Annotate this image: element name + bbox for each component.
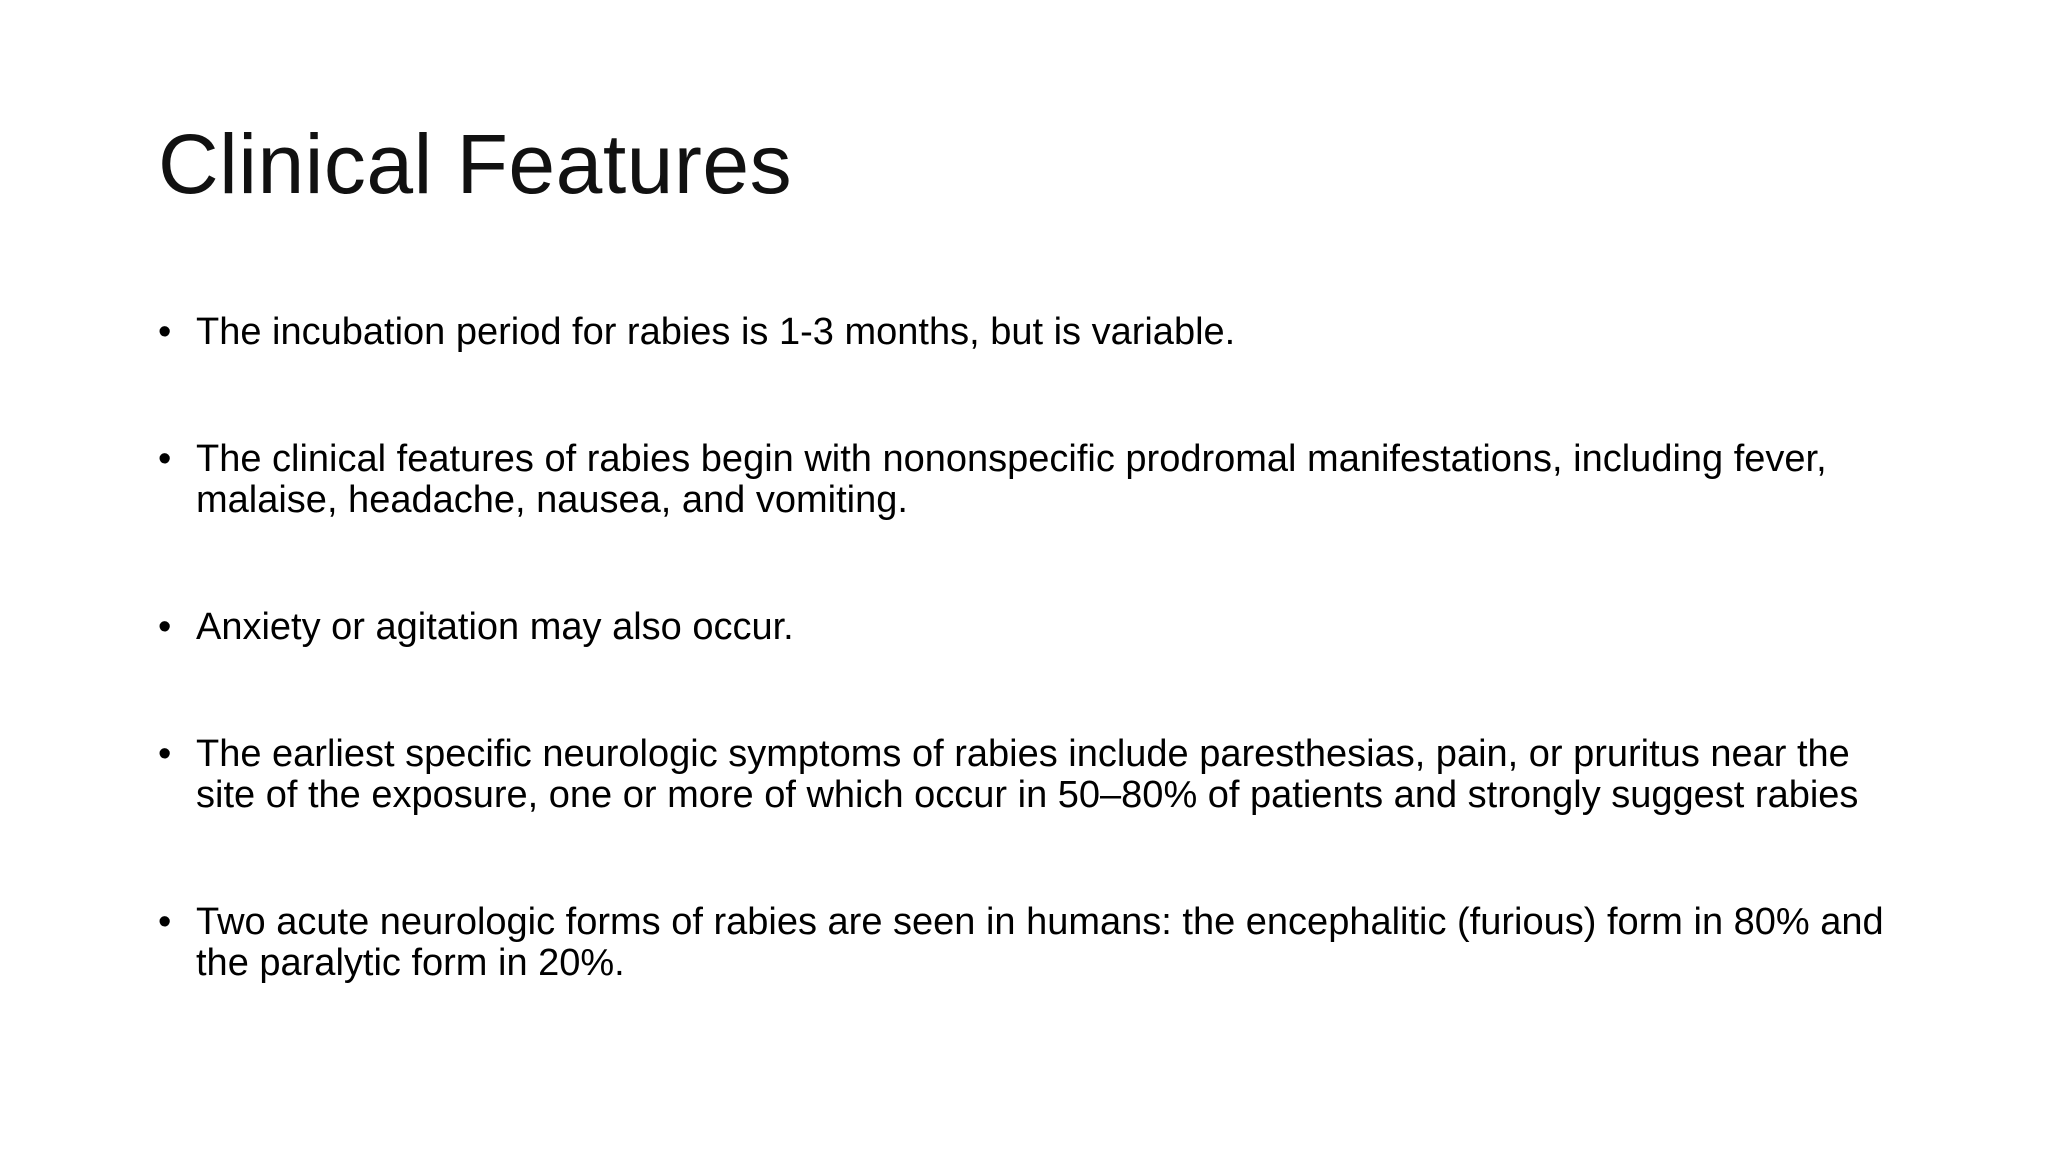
bullet-dot-icon: • [158,606,172,648]
bullet-dot-icon: • [158,438,172,480]
bullet-text: The clinical features of rabies begin with nononspecific prodromal manifestations, including fever, malaise, headache, nausea, and vomiting. [196,438,1827,521]
bullet-text: Anxiety or agitation may also occur. [196,606,794,648]
bullet-text: The earliest specific neurologic symptoms of rabies include paresthesias, pain, or pruritus near the site of the exposure, one or more of which occur in 50–80% of patients and strongly suggest rabies [196,733,1859,816]
bullet-item [158,734,1918,816]
bullet-dot-icon: • [158,901,172,943]
bullet-item [158,902,1918,984]
bullet-item [158,439,1918,521]
bullet-text: The incubation period for rabies is 1-3 months, but is variable. [196,311,1236,353]
slide-title: Clinical Features [158,117,793,211]
bullet-item [158,607,1918,648]
bullet-dot-icon: • [158,311,172,353]
bullet-item [158,312,1918,353]
bullet-list [158,312,1918,984]
bullet-dot-icon: • [158,733,172,775]
bullet-text: Two acute neurologic forms of rabies are seen in humans: the encephalitic (furious) form in 80% and the paralytic form in 20%. [196,901,1884,984]
